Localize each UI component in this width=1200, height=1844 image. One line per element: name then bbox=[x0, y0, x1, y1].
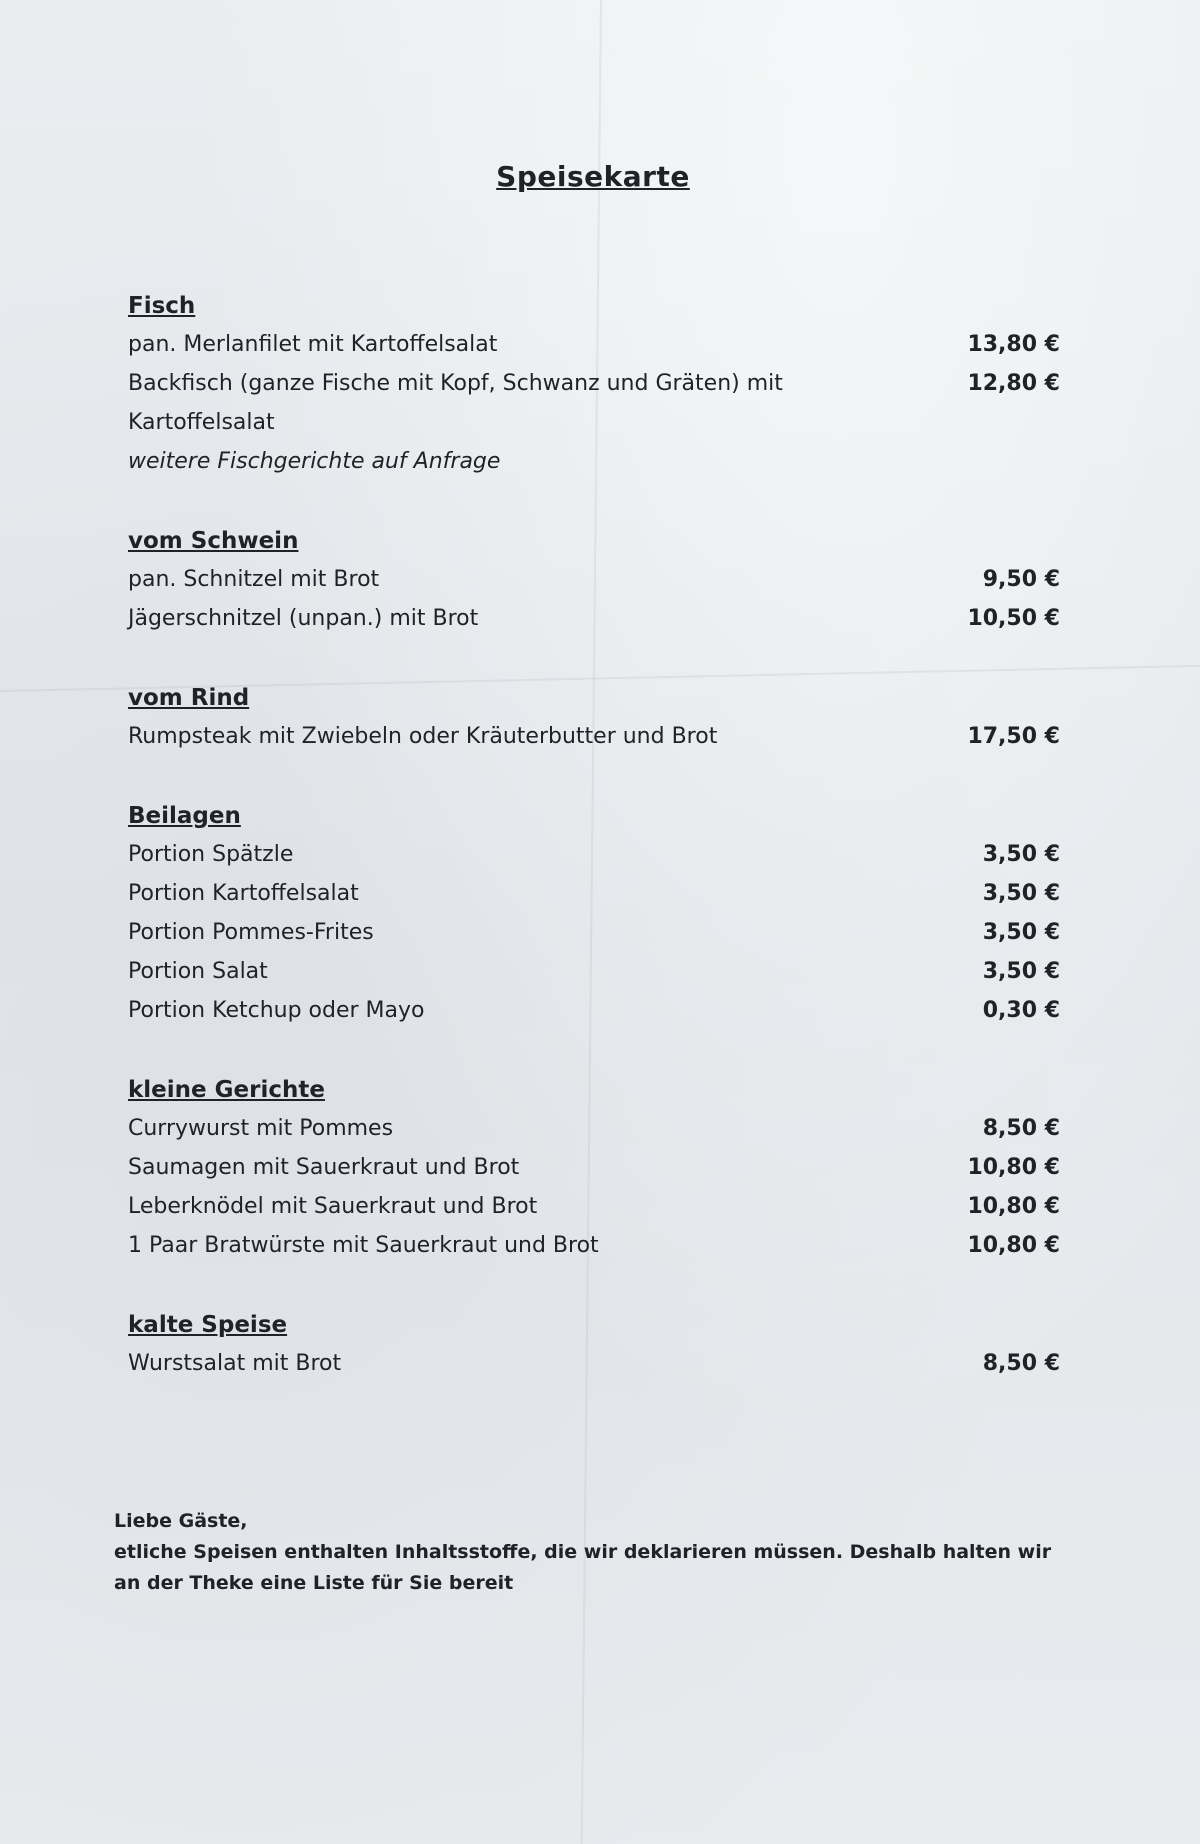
section-kleine-gerichte bbox=[128, 1072, 1060, 1265]
item-price: 10,80 € bbox=[967, 1194, 1060, 1219]
section-fisch bbox=[128, 288, 1060, 481]
item-price: 8,50 € bbox=[982, 1116, 1060, 1141]
section-title: kalte Speise bbox=[128, 1312, 288, 1338]
item-name: Portion Pommes-Frites bbox=[128, 920, 374, 945]
menu-item bbox=[128, 717, 1060, 756]
section-title: vom Schwein bbox=[128, 528, 299, 554]
item-name: Portion Kartoffelsalat bbox=[128, 881, 359, 906]
item-name: pan. Schnitzel mit Brot bbox=[128, 567, 380, 592]
item-price: 10,80 € bbox=[967, 1233, 1060, 1258]
menu-item bbox=[128, 991, 1060, 1030]
section-kalte-speise bbox=[128, 1307, 1060, 1383]
menu-item bbox=[128, 835, 1060, 874]
menu-item bbox=[128, 913, 1060, 952]
item-price: 8,50 € bbox=[982, 1351, 1060, 1376]
section-rind bbox=[128, 680, 1060, 756]
footer-greeting: Liebe Gäste, bbox=[114, 1510, 248, 1532]
menu-item bbox=[128, 1109, 1060, 1148]
item-name: Wurstsalat mit Brot bbox=[128, 1351, 342, 1376]
menu-item bbox=[128, 952, 1060, 991]
item-price: 10,50 € bbox=[967, 606, 1060, 631]
section-title: vom Rind bbox=[128, 685, 250, 711]
item-name: Jägerschnitzel (unpan.) mit Brot bbox=[128, 606, 479, 631]
item-name: Rumpsteak mit Zwiebeln oder Kräuterbutter und Brot bbox=[128, 724, 718, 749]
menu-item bbox=[128, 1226, 1060, 1265]
item-name: pan. Merlanfilet mit Kartoffelsalat bbox=[128, 332, 498, 357]
item-price: 12,80 € bbox=[967, 371, 1060, 396]
section-title: kleine Gerichte bbox=[128, 1077, 325, 1103]
item-name: 1 Paar Bratwürste mit Sauerkraut und Brot bbox=[128, 1233, 599, 1258]
menu-item bbox=[128, 874, 1060, 913]
item-name: Portion Spätzle bbox=[128, 842, 294, 867]
section-title: Beilagen bbox=[128, 803, 241, 829]
item-name: Portion Ketchup oder Mayo bbox=[128, 998, 425, 1023]
item-price: 10,80 € bbox=[967, 1155, 1060, 1180]
item-price: 3,50 € bbox=[982, 959, 1060, 984]
item-price: 17,50 € bbox=[967, 724, 1060, 749]
allergen-notice bbox=[114, 1506, 1074, 1599]
menu-item bbox=[128, 325, 1060, 364]
item-name: Portion Salat bbox=[128, 959, 268, 984]
item-price: 3,50 € bbox=[982, 920, 1060, 945]
item-price: 3,50 € bbox=[982, 881, 1060, 906]
menu-item bbox=[128, 1148, 1060, 1187]
item-price: 9,50 € bbox=[982, 567, 1060, 592]
menu-item bbox=[128, 599, 1060, 638]
item-name: Currywurst mit Pommes bbox=[128, 1116, 394, 1141]
item-price: 13,80 € bbox=[967, 332, 1060, 357]
item-price: 3,50 € bbox=[982, 842, 1060, 867]
item-name: Backfisch (ganze Fische mit Kopf, Schwanz und Gräten) mit Kartoffelsalat bbox=[128, 371, 783, 435]
section-note: weitere Fischgerichte auf Anfrage bbox=[128, 449, 501, 474]
menu-item bbox=[128, 560, 1060, 599]
item-name: Leberknödel mit Sauerkraut und Brot bbox=[128, 1194, 538, 1219]
footer-text: etliche Speisen enthalten Inhaltsstoffe, die wir deklarieren müssen. Deshalb halten wir an der Theke eine Liste für Sie bereit bbox=[114, 1541, 1052, 1594]
menu-item bbox=[128, 1187, 1060, 1226]
section-schwein bbox=[128, 523, 1060, 638]
menu-item bbox=[128, 364, 1060, 442]
menu-item bbox=[128, 1344, 1060, 1383]
menu-list bbox=[128, 288, 1060, 1425]
item-price: 0,30 € bbox=[982, 998, 1060, 1023]
menu-title: Speisekarte bbox=[496, 160, 690, 193]
section-beilagen bbox=[128, 798, 1060, 1030]
item-name: Saumagen mit Sauerkraut und Brot bbox=[128, 1155, 520, 1180]
section-title: Fisch bbox=[128, 293, 196, 319]
